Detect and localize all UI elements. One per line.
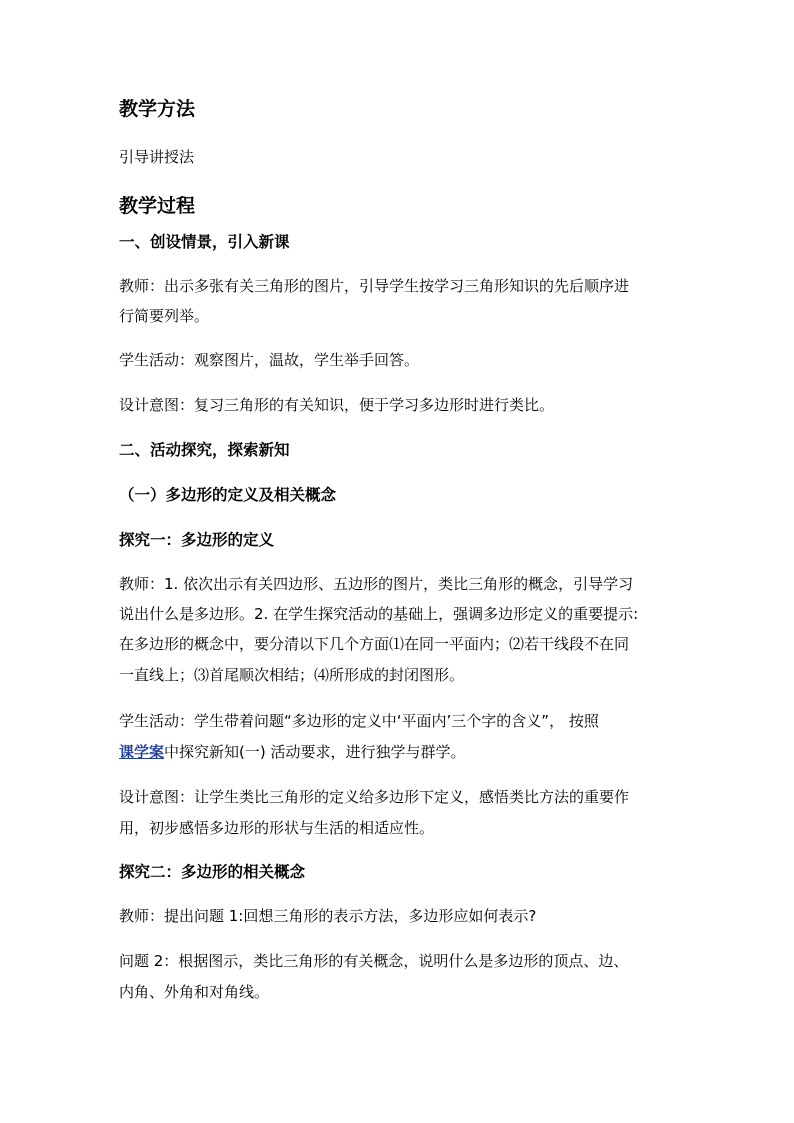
section1-student: 学生活动：观察图片，温故，学生举手回答。 (119, 351, 420, 369)
method-text: 引导讲授法 (119, 148, 195, 166)
explore1-teacher-line4: 一直线上；⑶首尾顺次相结；⑷所形成的封闭图形。 (119, 666, 465, 684)
heading-teaching-method: 教学方法 (119, 98, 196, 120)
explore1-student-line2-text: 中探究新知(一) 活动要求，进行独学与群学。 (164, 743, 466, 761)
explore1-teacher-line2: 说出什么是多边形。2. 在学生探究活动的基础上，强调多边形定义的重要提示: (119, 605, 639, 623)
section2-title: 二、活动探究，探索新知 (119, 440, 290, 459)
explore1-student-line1: 学生活动：学生带着问题“多边形的定义中‘平面内’三个字的含义”， 按照 (119, 712, 599, 730)
explore1-title: 探究一：多边形的定义 (119, 530, 275, 549)
section1-teacher-line2: 行简要列举。 (119, 307, 210, 325)
explore1-student-line2 (119, 742, 466, 762)
section1-design: 设计意图：复习三角形的有关知识，便于学习多边形时进行类比。 (119, 396, 555, 414)
explore2-question2-line2: 内角、外角和对角线。 (119, 983, 270, 1001)
section1-teacher-line1: 教师：出示多张有关三角形的图片，引导学生按学习三角形知识的先后顺序进 (119, 277, 630, 295)
explore2-teacher: 教师：提出问题 1:回想三角形的表示方法，多边形应如何表示? (119, 907, 537, 925)
explore1-teacher-line1: 教师：1. 依次出示有关四边形、五边形的图片，类比三角形的概念，引导学习 (119, 575, 634, 593)
section2-subtitle: （一）多边形的定义及相关概念 (119, 485, 337, 504)
course-plan-link[interactable]: 课学案 (119, 743, 165, 761)
explore2-question2-line1: 问题 2：根据图示，类比三角形的有关概念，说明什么是多边形的顶点、边、 (119, 952, 629, 970)
section1-title: 一、创设情景，引入新课 (119, 232, 290, 251)
explore1-teacher-line3: 在多边形的概念中，要分清以下几个方面⑴在同一平面内；⑵若干线段不在同 (119, 635, 630, 653)
explore2-title: 探究二：多边形的相关概念 (119, 862, 306, 881)
explore1-design-line1: 设计意图：让学生类比三角形的定义给多边形下定义，感悟类比方法的重要作 (119, 788, 630, 806)
explore1-design-line2: 用，初步感悟多边形的形状与生活的相适应性。 (119, 819, 435, 837)
heading-teaching-process: 教学过程 (119, 195, 196, 217)
